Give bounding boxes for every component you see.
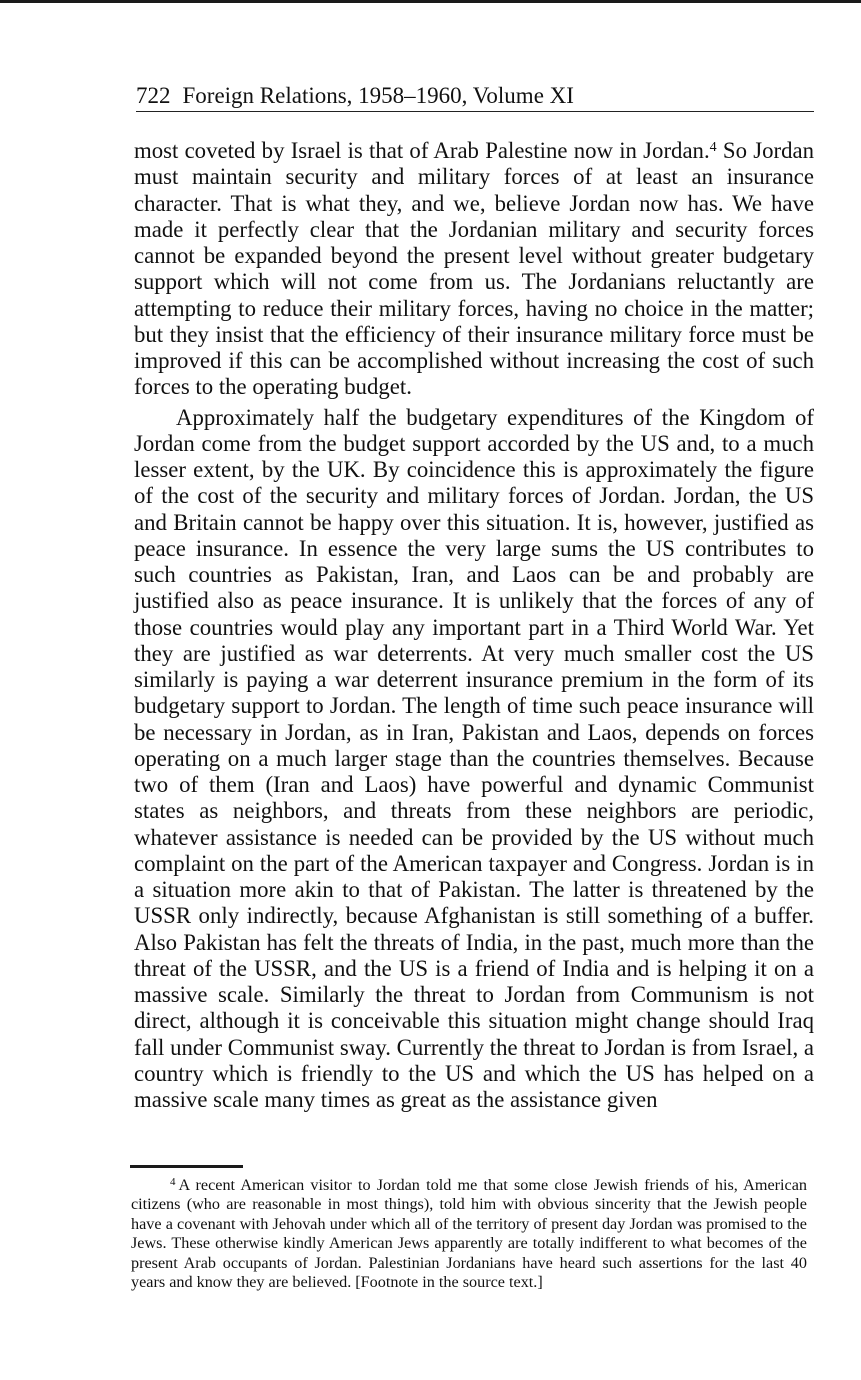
footnote-text: A recent American visitor to Jordan told me that some close Jewish friends of his, American citizens (who are reasonable in most things), told him with obvious sincerity that the Jewish people have a covenant with Jehovah under which all of the territory of present day Jordan was promised to the Jews. These otherwise kindly American Jews apparently are totally indifferent to what becomes of the present Arab occupants of Jordan. Palestinian Jordanians have heard such assertions for the last 40 years and know they are believed. [Footnote in the source text.] [131,1176,807,1292]
page-number: 722 [136,83,171,108]
running-header [136,82,814,112]
paragraph-1 [134,138,814,401]
footnote-divider [130,1165,243,1168]
paragraph-1-text-end: So Jordan must maintain security and military forces of at least an insurance character. That is what they, and we, believe Jordan now has. We have made it perfectly clear that the Jordanian military and security forces cannot be expanded beyond the present level without greater budgetary support which will not come from us. The Jordanians reluctantly are attempting to reduce their military forces, having no choice in the matter; but they insist that the efficiency of their insurance military force must be improved if this can be accomplished without increasing the cost of such forces to the operating budget. [134,138,814,400]
paragraph-1-text-start: most coveted by Israel is that of Arab Palestine now in Jordan. [134,138,710,163]
running-title: Foreign Relations, 1958–1960, Volume XI [182,83,574,108]
top-edge-rule [0,0,861,3]
footnote-reference: 4 [709,140,717,155]
footnote-paragraph [131,1176,807,1292]
footnote [131,1176,807,1292]
main-text [134,138,814,1113]
footnote-number: 4 [170,1176,176,1188]
paragraph-2: Approximately half the budgetary expenditures of the Kingdom of Jordan come from the budget support accorded by the US and, to a much lesser extent, by the UK. By coincidence this is approximately the figure of the cost of the security and military forces of Jordan. Jordan, the US and Britain cannot be happy over this situation. It is, however, justified as peace insurance. In essence the very large sums the US contributes to such countries as Pakistan, Iran, and Laos can be and probably are justified also as peace insurance. It is unlikely that the forces of any of those countries would play any important part in a Third World War. Yet they are justified as war deterrents. At very much smaller cost the US similarly is paying a war deterrent insurance premium in the form of its budgetary support to Jordan. The length of time such peace insurance will be necessary in Jordan, as in Iran, Pakistan and Laos, depends on forces operating on a much larger stage than the countries themselves. Because two of them (Iran and Laos) have powerful and dynamic Communist states as neighbors, and threats from these neighbors are periodic, whatever assistance is needed can be provided by the US without much complaint on the part of the American taxpayer and Congress. Jordan is in a situation more akin to that of Pakistan. The latter is threatened by the USSR only indirectly, because Afghanistan is still something of a buffer. Also Pakistan has felt the threats of India, in the past, much more than the threat of the USSR, and the US is a friend of India and is helping it on a massive scale. Similarly the threat to Jordan from Communism is not direct, although it is conceivable this situation might change should Iraq fall under Communist sway. Currently the threat to Jordan is from Israel, a country which is friendly to the US and which the US has helped on a massive scale many times as great as the assistance given [134,404,814,1112]
